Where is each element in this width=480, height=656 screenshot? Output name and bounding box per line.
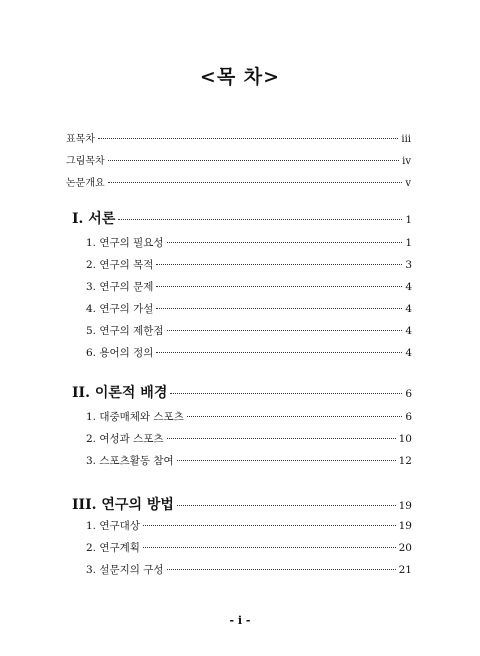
toc-section-page: 4 — [405, 347, 412, 359]
toc-chapter-1 — [72, 208, 412, 226]
toc-section — [86, 323, 412, 338]
toc-chapter-label: I. 서론 — [72, 211, 116, 227]
toc-section-label: 1. 연구의 필요성 — [86, 237, 164, 249]
toc-section-page: 1 — [405, 237, 412, 249]
toc-entry-page: iii — [401, 134, 411, 145]
toc-section-label: 1. 대중매체와 스포츠 — [86, 411, 184, 423]
leader-dots — [156, 308, 402, 309]
toc-section-label: 2. 연구의 목적 — [86, 259, 154, 271]
toc-section-label: 3. 스포츠활동 참여 — [86, 455, 174, 467]
toc-entry-front-1 — [66, 130, 411, 144]
toc-section-page: 10 — [398, 433, 412, 445]
toc-section — [86, 257, 412, 272]
toc-chapter-label: II. 이론적 배경 — [72, 385, 168, 401]
toc-section-label: 1. 연구대상 — [86, 520, 140, 532]
toc-entry-label: 논문개요 — [66, 178, 105, 189]
leader-dots — [143, 547, 396, 548]
leader-dots — [118, 219, 402, 220]
toc-section-page: 4 — [405, 303, 412, 315]
toc-entry-label: 표목차 — [66, 134, 95, 145]
leader-dots — [156, 352, 402, 353]
toc-section — [86, 562, 412, 577]
leader-dots — [177, 460, 396, 461]
toc-section-label: 3. 연구의 문제 — [86, 281, 154, 293]
leader-dots — [167, 569, 396, 570]
toc-section-label: 2. 연구계획 — [86, 542, 140, 554]
leader-dots — [167, 330, 403, 331]
leader-dots — [170, 393, 402, 394]
toc-section-label: 2. 여성과 스포츠 — [86, 433, 164, 445]
toc-entry-label: 그림목차 — [66, 156, 105, 167]
page-number-footer: - i - — [229, 614, 251, 627]
toc-section — [86, 518, 412, 533]
toc-section — [86, 431, 412, 446]
leader-dots — [167, 242, 403, 243]
toc-section-page: 21 — [398, 564, 412, 576]
toc-chapter-page: 1 — [405, 214, 412, 226]
toc-entry-front-2 — [66, 152, 411, 166]
toc-chapter-2 — [72, 382, 412, 400]
toc-entry-page: v — [405, 178, 411, 189]
toc-title: <목 차> — [199, 66, 281, 88]
leader-dots — [156, 264, 402, 265]
toc-section-label: 4. 연구의 가설 — [86, 303, 154, 315]
leader-dots — [98, 138, 398, 139]
leader-dots — [177, 505, 396, 506]
toc-entry-front-3 — [66, 174, 411, 188]
toc-section — [86, 279, 412, 294]
leader-dots — [187, 416, 402, 417]
toc-section-page: 6 — [405, 411, 412, 423]
toc-chapter-3 — [72, 494, 412, 512]
toc-section-page: 4 — [405, 325, 412, 337]
toc-section-page: 20 — [398, 542, 412, 554]
toc-section-label: 3. 설문지의 구성 — [86, 564, 164, 576]
toc-section — [86, 301, 412, 316]
toc-section-page: 12 — [398, 455, 412, 467]
toc-chapter-label: III. 연구의 방법 — [72, 497, 174, 513]
toc-section-page: 19 — [398, 520, 412, 532]
leader-dots — [108, 182, 403, 183]
toc-section-page: 4 — [405, 281, 412, 293]
toc-entry-page: iv — [402, 156, 411, 167]
leader-dots — [143, 525, 396, 526]
toc-section — [86, 453, 412, 468]
toc-section — [86, 540, 412, 555]
toc-section-label: 5. 연구의 제한점 — [86, 325, 164, 337]
toc-section-page: 3 — [405, 259, 412, 271]
leader-dots — [108, 160, 400, 161]
toc-section — [86, 409, 412, 424]
toc-section — [86, 235, 412, 250]
toc-chapter-page: 6 — [405, 388, 412, 400]
toc-section-label: 6. 용어의 정의 — [86, 347, 154, 359]
leader-dots — [156, 286, 402, 287]
toc-chapter-page: 19 — [398, 500, 412, 512]
leader-dots — [167, 438, 396, 439]
toc-section — [86, 345, 412, 360]
